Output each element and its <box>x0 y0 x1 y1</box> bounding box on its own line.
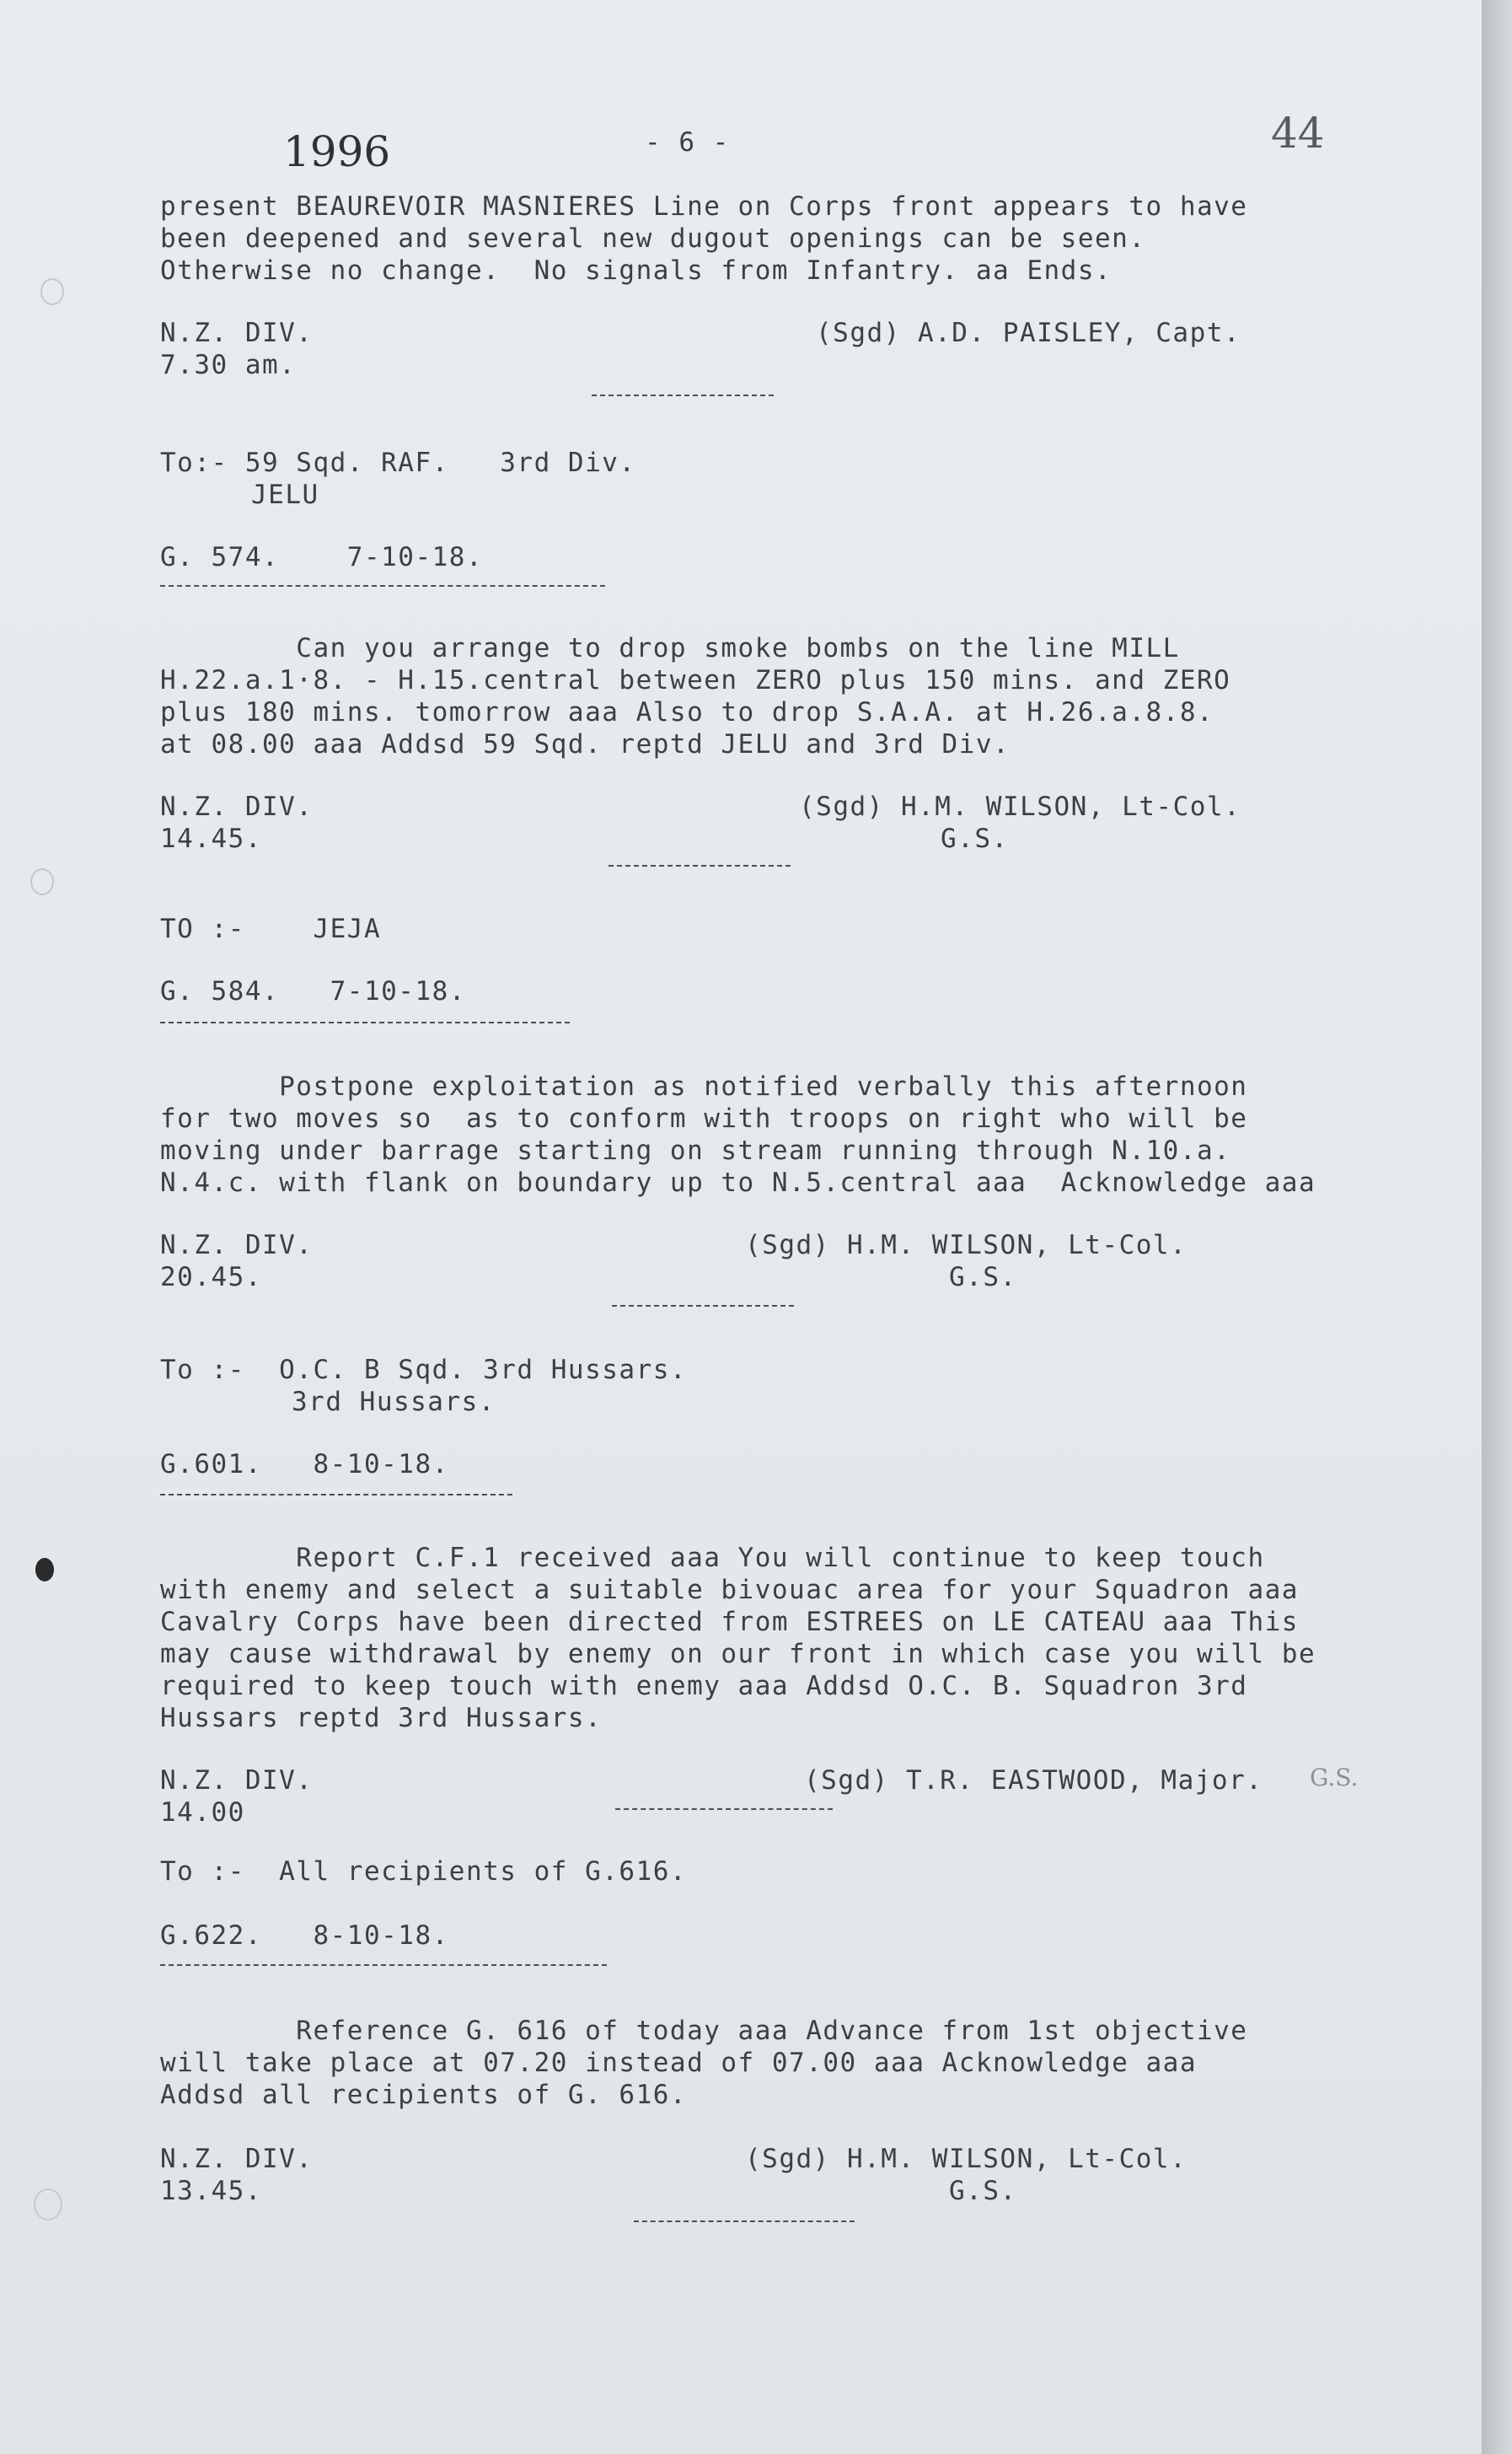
message-4-line: Hussars reptd 3rd Hussars. <box>160 1703 603 1733</box>
message-1-line: Otherwise no change. No signals from Infantry. aa Ends. <box>160 255 1113 286</box>
punch-hole-faint <box>34 2188 62 2220</box>
message-3-to: TO :- JEJA <box>160 914 382 944</box>
message-5-time: 13.45. <box>160 2176 262 2206</box>
message-2-signature: (Sgd) H.M. WILSON, Lt-Col. <box>799 792 1241 822</box>
message-4-to: To :- O.C. B Sqd. 3rd Hussars. <box>160 1355 688 1385</box>
message-5-reference: G.622. 8-10-18. <box>160 1920 449 1951</box>
message-5-signature: (Sgd) H.M. WILSON, Lt-Col. <box>745 2144 1188 2174</box>
message-4-line: Cavalry Corps have been directed from ESTREES on LE CATEAU aaa This <box>160 1607 1299 1637</box>
underlying-page-edge <box>1482 0 1512 2454</box>
message-4-time: 14.00 <box>160 1797 245 1828</box>
message-3-line: moving under barrage starting on stream running through N.10.a. <box>160 1136 1231 1166</box>
separator-rule <box>160 1964 607 1966</box>
separator-rule <box>609 865 791 867</box>
message-3-signature: (Sgd) H.M. WILSON, Lt-Col. <box>745 1230 1188 1260</box>
separator-rule <box>160 1022 570 1023</box>
message-3-line: N.4.c. with flank on boundary up to N.5.central aaa Acknowledge aaa <box>160 1168 1316 1198</box>
separator-rule <box>634 2220 855 2222</box>
message-2-to: To:- 59 Sqd. RAF. 3rd Div. <box>160 448 636 478</box>
message-1-signature: (Sgd) A.D. PAISLEY, Capt. <box>816 318 1241 348</box>
message-3-time: 20.45. <box>160 1262 262 1292</box>
message-4-from: N.Z. DIV. <box>160 1765 314 1796</box>
message-3-line: Postpone exploitation as notified verbally this afternoon <box>160 1071 1248 1102</box>
message-2-title: G.S. <box>941 824 1009 854</box>
punch-hole-faint <box>30 868 54 895</box>
punch-hole-faint <box>40 278 64 305</box>
message-2-line: at 08.00 aaa Addsd 59 Sqd. reptd JELU and 3rd Div. <box>160 729 1011 760</box>
separator-rule <box>160 1494 512 1495</box>
message-1-time: 7.30 am. <box>160 350 297 380</box>
message-4-line: may cause withdrawal by enemy on our front in which case you will be <box>160 1639 1316 1669</box>
folio-number: 44 <box>1271 109 1325 158</box>
message-5-line: Addsd all recipients of G. 616. <box>160 2080 688 2110</box>
message-4-handwritten-title: G.S. <box>1310 1764 1359 1791</box>
message-5-from: N.Z. DIV. <box>160 2144 314 2174</box>
message-3-from: N.Z. DIV. <box>160 1230 314 1260</box>
message-1-line: been deepened and several new dugout openings can be seen. <box>160 223 1146 254</box>
page-file-number: 1996 <box>283 127 391 176</box>
message-2-reference: G. 574. 7-10-18. <box>160 542 484 572</box>
separator-rule <box>612 1305 794 1307</box>
message-2-time: 14.45. <box>160 824 262 854</box>
message-2-to-second: JELU <box>251 480 319 510</box>
message-1-from: N.Z. DIV. <box>160 318 314 348</box>
punch-hole <box>35 1558 54 1581</box>
message-2-line: H.22.a.1·8. - H.15.central between ZERO plus 150 mins. and ZERO <box>160 665 1231 695</box>
separator-rule <box>615 1808 833 1810</box>
message-1-line: present BEAUREVOIR MASNIERES Line on Corps front appears to have <box>160 191 1248 222</box>
message-4-line: required to keep touch with enemy aaa Addsd O.C. B. Squadron 3rd <box>160 1671 1248 1701</box>
message-4-line: with enemy and select a suitable bivouac area for your Squadron aaa <box>160 1575 1299 1605</box>
message-5-to: To :- All recipients of G.616. <box>160 1856 688 1887</box>
message-2-from: N.Z. DIV. <box>160 792 314 822</box>
message-3-line: for two moves so as to conform with troops on right who will be <box>160 1103 1248 1134</box>
page-number-label: - 6 - <box>645 127 730 158</box>
message-4-reference: G.601. 8-10-18. <box>160 1449 449 1479</box>
message-2-line: Can you arrange to drop smoke bombs on the line MILL <box>160 633 1180 663</box>
separator-rule <box>160 585 605 587</box>
message-2-line: plus 180 mins. tomorrow aaa Also to drop S.A.A. at H.26.a.8.8. <box>160 697 1214 728</box>
separator-rule <box>592 395 774 396</box>
message-4-line: Report C.F.1 received aaa You will continue to keep touch <box>160 1543 1265 1573</box>
message-3-reference: G. 584. 7-10-18. <box>160 976 466 1007</box>
message-5-title: G.S. <box>949 2176 1017 2206</box>
message-3-title: G.S. <box>949 1262 1017 1292</box>
message-4-to-second: 3rd Hussars. <box>292 1387 496 1417</box>
message-4-signature: (Sgd) T.R. EASTWOOD, Major. <box>804 1765 1263 1796</box>
message-5-line: Reference G. 616 of today aaa Advance from 1st objective <box>160 2016 1248 2046</box>
message-5-line: will take place at 07.20 instead of 07.00 aaa Acknowledge aaa <box>160 2048 1197 2078</box>
